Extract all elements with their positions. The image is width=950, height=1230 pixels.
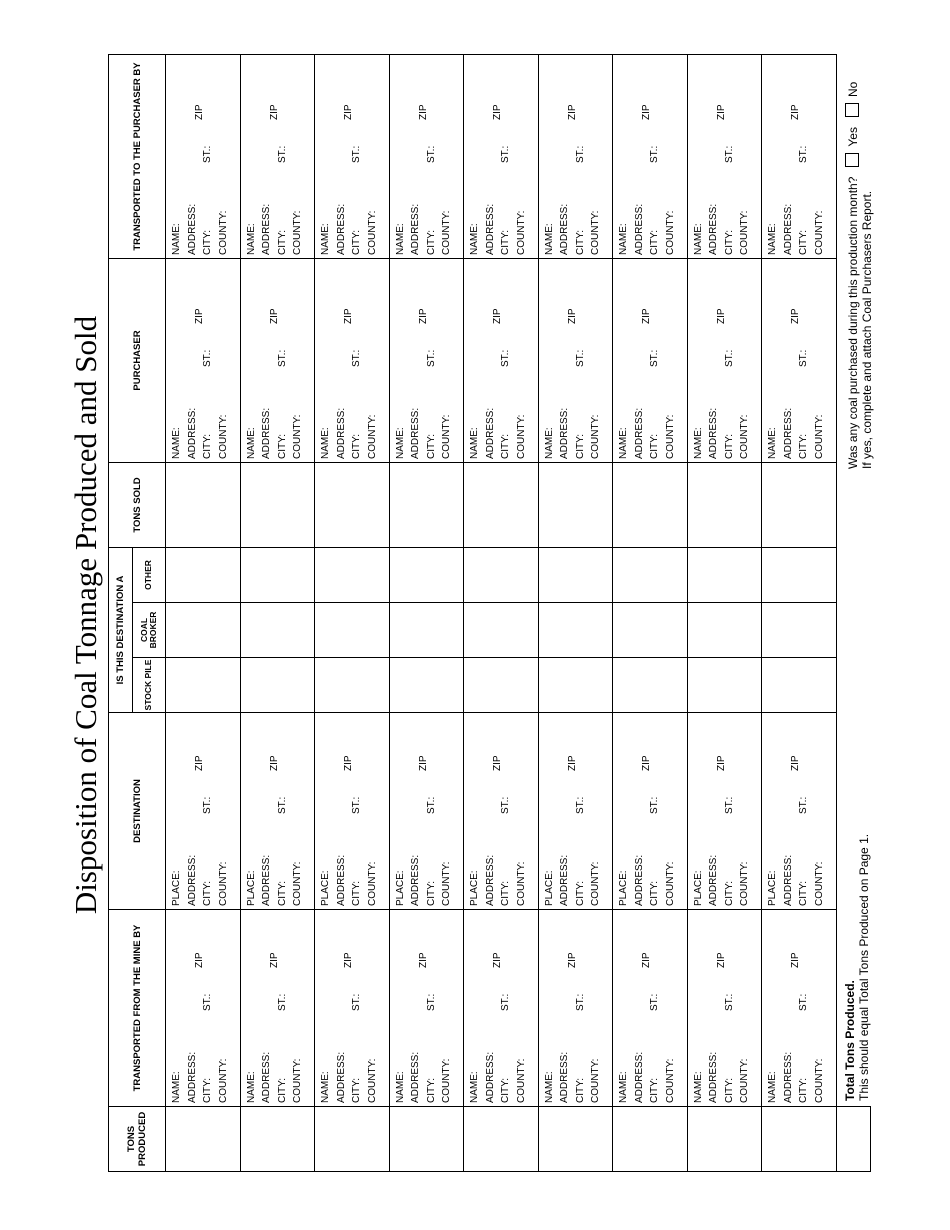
tons-sold-cell[interactable] xyxy=(389,463,464,548)
table-row xyxy=(762,55,837,1172)
purchaser-fields[interactable]: NAME: ADDRESS: CITY: COUNTY: ST.: ZIP xyxy=(692,308,750,459)
purchaser-cell xyxy=(687,259,762,463)
transported-from-fields[interactable]: NAME: ADDRESS: CITY: COUNTY: ST.: ZIP xyxy=(469,952,527,1103)
transported-to-fields[interactable]: NAME: ADDRESS: CITY: COUNTY: ST.: ZIP xyxy=(692,104,750,255)
tons-sold-cell[interactable] xyxy=(613,463,688,548)
purchaser-cell xyxy=(538,259,613,463)
destination-fields[interactable]: PLACE: ADDRESS: CITY: COUNTY: ST.: ZIP xyxy=(394,755,452,906)
destination-cell xyxy=(762,713,837,910)
transported-from-fields[interactable]: NAME: ADDRESS: CITY: COUNTY: ST.: ZIP xyxy=(618,952,676,1103)
purchaser-cell xyxy=(464,259,539,463)
coal-broker-cell[interactable] xyxy=(762,603,837,658)
transported-from-fields[interactable]: NAME: ADDRESS: CITY: COUNTY: ST.: ZIP xyxy=(543,952,601,1103)
transported-from-cell xyxy=(389,910,464,1107)
purchaser-fields[interactable]: NAME: ADDRESS: CITY: COUNTY: ST.: ZIP xyxy=(320,308,378,459)
tons-produced-cell[interactable] xyxy=(389,1107,464,1172)
total-tons-label: Total Tons Produced. This should equal Total Tons Produced on Page 1. xyxy=(843,833,871,1101)
stock-pile-cell[interactable] xyxy=(687,658,762,713)
purchaser-fields[interactable]: NAME: ADDRESS: CITY: COUNTY: ST.: ZIP xyxy=(618,308,676,459)
destination-cell xyxy=(166,713,241,910)
transported-from-fields[interactable]: NAME: ADDRESS: CITY: COUNTY: ST.: ZIP xyxy=(767,952,825,1103)
table-row xyxy=(464,55,539,1172)
other-cell[interactable] xyxy=(315,548,390,603)
coal-broker-cell[interactable] xyxy=(464,603,539,658)
destination-fields[interactable]: PLACE: ADDRESS: CITY: COUNTY: ST.: ZIP xyxy=(320,755,378,906)
disposition-table xyxy=(108,54,837,1172)
transported-from-cell xyxy=(687,910,762,1107)
transported-to-fields[interactable]: NAME: ADDRESS: CITY: COUNTY: ST.: ZIP xyxy=(618,104,676,255)
transported-from-cell xyxy=(613,910,688,1107)
destination-fields[interactable]: PLACE: ADDRESS: CITY: COUNTY: ST.: ZIP xyxy=(767,755,825,906)
header-other: OTHER xyxy=(133,548,166,603)
stock-pile-cell[interactable] xyxy=(315,658,390,713)
transported-to-fields[interactable]: NAME: ADDRESS: CITY: COUNTY: ST.: ZIP xyxy=(245,104,303,255)
table-row xyxy=(166,55,241,1172)
transported-from-fields[interactable]: NAME: ADDRESS: CITY: COUNTY: ST.: ZIP xyxy=(320,952,378,1103)
yes-label: Yes xyxy=(846,127,860,147)
purchase-question-text: Was any coal purchased during this production month? xyxy=(846,176,860,469)
stock-pile-cell[interactable] xyxy=(240,658,315,713)
header-purchaser: PURCHASER xyxy=(109,259,166,463)
coal-broker-cell[interactable] xyxy=(687,603,762,658)
transported-to-cell xyxy=(538,55,613,259)
destination-cell xyxy=(464,713,539,910)
stock-pile-cell[interactable] xyxy=(762,658,837,713)
tons-produced-cell[interactable] xyxy=(166,1107,241,1172)
transported-to-cell xyxy=(613,55,688,259)
tons-produced-cell[interactable] xyxy=(687,1107,762,1172)
purchaser-fields[interactable]: NAME: ADDRESS: CITY: COUNTY: ST.: ZIP xyxy=(394,308,452,459)
purchaser-cell xyxy=(389,259,464,463)
purchaser-cell xyxy=(240,259,315,463)
header-tons-sold: TONS SOLD xyxy=(109,463,166,548)
tons-sold-cell[interactable] xyxy=(538,463,613,548)
transported-from-cell xyxy=(240,910,315,1107)
destination-cell xyxy=(538,713,613,910)
other-cell[interactable] xyxy=(240,548,315,603)
form-footer xyxy=(837,55,874,1172)
destination-cell xyxy=(613,713,688,910)
purchaser-fields[interactable]: NAME: ADDRESS: CITY: COUNTY: ST.: ZIP xyxy=(469,308,527,459)
destination-cell xyxy=(389,713,464,910)
transported-to-fields[interactable]: NAME: ADDRESS: CITY: COUNTY: ST.: ZIP xyxy=(543,104,601,255)
tons-produced-cell[interactable] xyxy=(538,1107,613,1172)
table-row xyxy=(613,55,688,1172)
tons-produced-cell[interactable] xyxy=(315,1107,390,1172)
transported-from-cell xyxy=(464,910,539,1107)
coal-broker-cell[interactable] xyxy=(538,603,613,658)
header-transported-from: TRANSPORTED FROM THE MINE BY xyxy=(109,910,166,1107)
destination-cell xyxy=(687,713,762,910)
transported-to-cell xyxy=(240,55,315,259)
coal-broker-cell[interactable] xyxy=(240,603,315,658)
destination-fields[interactable]: PLACE: ADDRESS: CITY: COUNTY: ST.: ZIP xyxy=(469,755,527,906)
purchaser-fields[interactable]: NAME: ADDRESS: CITY: COUNTY: ST.: ZIP xyxy=(767,308,825,459)
destination-cell xyxy=(240,713,315,910)
tons-sold-cell[interactable] xyxy=(315,463,390,548)
other-cell[interactable] xyxy=(762,548,837,603)
tons-sold-cell[interactable] xyxy=(464,463,539,548)
table-row xyxy=(389,55,464,1172)
transported-to-fields[interactable]: NAME: ADDRESS: CITY: COUNTY: ST.: ZIP xyxy=(320,104,378,255)
yes-checkbox[interactable] xyxy=(845,153,859,167)
destination-fields[interactable]: PLACE: ADDRESS: CITY: COUNTY: ST.: ZIP xyxy=(692,755,750,906)
transported-to-cell xyxy=(315,55,390,259)
purchaser-cell xyxy=(762,259,837,463)
header-transported-to: TRANSPORTED TO THE PURCHASER BY xyxy=(109,55,166,259)
transported-to-fields[interactable]: NAME: ADDRESS: CITY: COUNTY: ST.: ZIP xyxy=(394,104,452,255)
purchase-question xyxy=(845,82,874,469)
tons-sold-cell[interactable] xyxy=(240,463,315,548)
total-tons-note: This should equal Total Tons Produced on Page 1. xyxy=(857,833,871,1101)
transported-from-cell xyxy=(315,910,390,1107)
transported-to-fields[interactable]: NAME: ADDRESS: CITY: COUNTY: ST.: ZIP xyxy=(469,104,527,255)
tons-sold-cell[interactable] xyxy=(762,463,837,548)
other-cell[interactable] xyxy=(389,548,464,603)
header-stock-pile: STOCK PILE xyxy=(133,658,166,713)
purchaser-fields[interactable]: NAME: ADDRESS: CITY: COUNTY: ST.: ZIP xyxy=(245,308,303,459)
destination-fields[interactable]: PLACE: ADDRESS: CITY: COUNTY: ST.: ZIP xyxy=(543,755,601,906)
tons-produced-cell[interactable] xyxy=(240,1107,315,1172)
transported-from-cell xyxy=(538,910,613,1107)
coal-broker-cell[interactable] xyxy=(166,603,241,658)
transported-to-cell xyxy=(389,55,464,259)
other-cell[interactable] xyxy=(464,548,539,603)
destination-fields[interactable]: PLACE: ADDRESS: CITY: COUNTY: ST.: ZIP xyxy=(245,755,303,906)
tons-produced-cell[interactable] xyxy=(613,1107,688,1172)
transported-to-fields[interactable]: NAME: ADDRESS: CITY: COUNTY: ST.: ZIP xyxy=(767,104,825,255)
transported-to-cell xyxy=(687,55,762,259)
purchase-question-note: If yes, complete and attach Coal Purchasers Report. xyxy=(860,190,874,469)
tons-produced-cell[interactable] xyxy=(464,1107,539,1172)
other-cell[interactable] xyxy=(613,548,688,603)
table-row xyxy=(538,55,613,1172)
header-tons-produced: TONS PRODUCED xyxy=(109,1107,166,1172)
transported-from-fields[interactable]: NAME: ADDRESS: CITY: COUNTY: ST.: ZIP xyxy=(171,952,229,1103)
coal-broker-cell[interactable] xyxy=(389,603,464,658)
transported-from-cell xyxy=(762,910,837,1107)
tons-produced-cell[interactable] xyxy=(762,1107,837,1172)
purchaser-fields[interactable]: NAME: ADDRESS: CITY: COUNTY: ST.: ZIP xyxy=(171,308,229,459)
table-row xyxy=(687,55,762,1172)
header-coal-broker: COAL BROKER xyxy=(133,603,166,658)
transported-from-fields[interactable]: NAME: ADDRESS: CITY: COUNTY: ST.: ZIP xyxy=(394,952,452,1103)
coal-broker-cell[interactable] xyxy=(315,603,390,658)
purchaser-cell xyxy=(315,259,390,463)
table-row xyxy=(315,55,390,1172)
other-cell[interactable] xyxy=(687,548,762,603)
purchaser-cell xyxy=(166,259,241,463)
stock-pile-cell[interactable] xyxy=(389,658,464,713)
other-cell[interactable] xyxy=(538,548,613,603)
other-cell[interactable] xyxy=(166,548,241,603)
transported-to-fields[interactable]: NAME: ADDRESS: CITY: COUNTY: ST.: ZIP xyxy=(171,104,229,255)
total-tons-field[interactable] xyxy=(837,1106,871,1171)
stock-pile-cell[interactable] xyxy=(166,658,241,713)
destination-fields[interactable]: PLACE: ADDRESS: CITY: COUNTY: ST.: ZIP xyxy=(171,755,229,906)
destination-cell xyxy=(315,713,390,910)
transported-from-fields[interactable]: NAME: ADDRESS: CITY: COUNTY: ST.: ZIP xyxy=(692,952,750,1103)
purchaser-cell xyxy=(613,259,688,463)
coal-broker-cell[interactable] xyxy=(613,603,688,658)
page-title: Disposition of Coal Tonnage Produced and Sold xyxy=(68,315,103,915)
tons-sold-cell[interactable] xyxy=(166,463,241,548)
transported-from-cell xyxy=(166,910,241,1107)
stock-pile-cell[interactable] xyxy=(538,658,613,713)
transported-from-fields[interactable]: NAME: ADDRESS: CITY: COUNTY: ST.: ZIP xyxy=(245,952,303,1103)
no-checkbox[interactable] xyxy=(845,103,859,117)
stock-pile-cell[interactable] xyxy=(613,658,688,713)
transported-to-cell xyxy=(166,55,241,259)
stock-pile-cell[interactable] xyxy=(464,658,539,713)
transported-to-cell xyxy=(464,55,539,259)
destination-fields[interactable]: PLACE: ADDRESS: CITY: COUNTY: ST.: ZIP xyxy=(618,755,676,906)
no-label: No xyxy=(846,81,860,98)
transported-to-cell xyxy=(762,55,837,259)
tons-sold-cell[interactable] xyxy=(687,463,762,548)
header-destination: DESTINATION xyxy=(109,713,166,910)
header-is-destination: IS THIS DESTINATION A xyxy=(109,548,133,713)
purchaser-fields[interactable]: NAME: ADDRESS: CITY: COUNTY: ST.: ZIP xyxy=(543,308,601,459)
table-row xyxy=(240,55,315,1172)
